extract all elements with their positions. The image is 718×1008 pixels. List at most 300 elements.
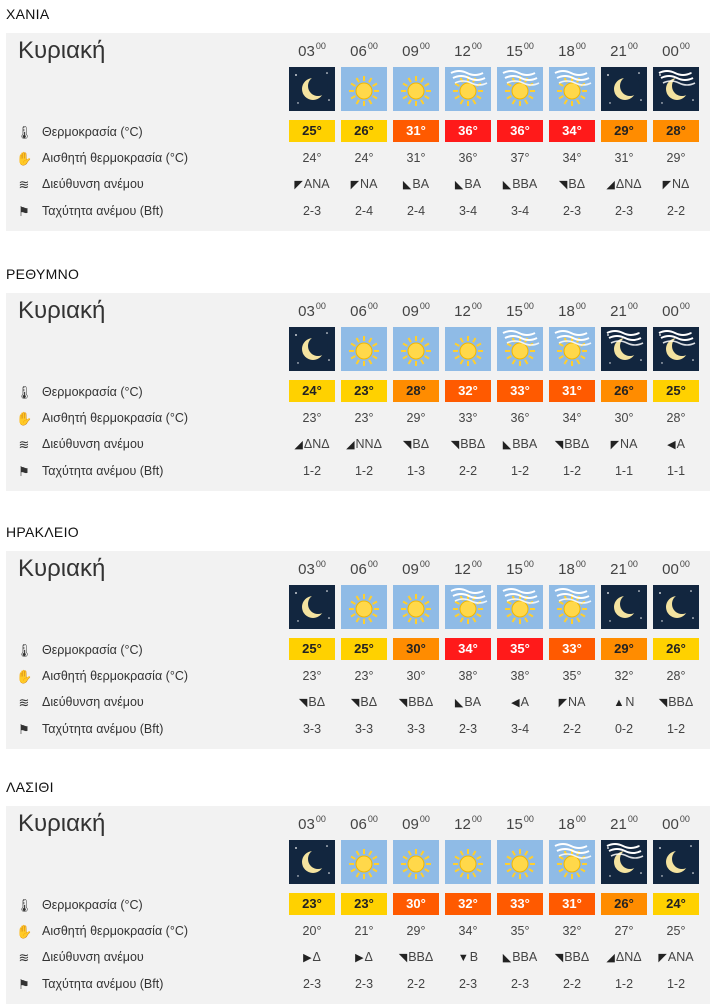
- wind-direction-text: ΒΒΔ: [408, 695, 434, 709]
- region-name: ΗΡΑΚΛΕΙΟ: [6, 524, 79, 540]
- flag-icon: ⚑: [18, 204, 30, 219]
- wind-direction-value: [647, 695, 705, 709]
- wind-arrow-icon: ◣: [502, 439, 512, 451]
- wind-direction-text: ΒΒΔ: [408, 950, 434, 964]
- wind-speed-value: 3-4: [510, 722, 530, 736]
- hour-label: [497, 814, 543, 833]
- hour-label: [601, 41, 647, 60]
- wind-direction-value: [387, 177, 445, 191]
- forecast-panel: [6, 293, 710, 491]
- temperature-value: 28°: [393, 380, 439, 402]
- feels-like-value: 32°: [614, 669, 634, 683]
- wind-direction-text: Β: [469, 950, 479, 964]
- wind-direction-value: [595, 177, 653, 191]
- wind-direction-text: ΔΝΔ: [303, 437, 330, 451]
- wind-direction-label: Διεύθυνση ανέμου: [42, 695, 144, 709]
- hour-value: 06: [350, 43, 367, 60]
- temperature-value: 26°: [341, 120, 387, 142]
- hand-icon: ✋: [16, 151, 33, 166]
- wind-arrow-icon: ◥: [398, 697, 408, 709]
- sunny-haze-icon: [549, 327, 595, 371]
- feels-like-value: 31°: [406, 151, 426, 165]
- feels-like-value: 29°: [406, 411, 426, 425]
- hour-value: 06: [350, 561, 367, 578]
- wind-direction-value: [335, 177, 393, 191]
- minute-value: 00: [471, 301, 482, 311]
- wind-direction-text: ΝΝΔ: [355, 437, 382, 451]
- wind-speed-value: 2-2: [562, 977, 582, 991]
- wind-direction-text: Ν: [625, 695, 635, 709]
- wind-direction-text: Δ: [364, 950, 373, 964]
- wind-direction-value: [387, 437, 445, 451]
- feels-like-value: 21°: [354, 924, 374, 938]
- wind-direction-text: Α: [676, 437, 685, 451]
- wind-direction-value: [335, 950, 393, 964]
- hand-icon: ✋: [16, 924, 33, 939]
- wind-arrow-icon: ◀: [511, 697, 520, 709]
- thermometer-icon: 🌡: [16, 898, 33, 913]
- hour-label: [601, 301, 647, 320]
- temperature-value: 29°: [601, 120, 647, 142]
- hour-label: [549, 559, 595, 578]
- feels-like-label: Αισθητή θερμοκρασία (°C): [42, 411, 189, 425]
- wind-direction-text: ΔΝΔ: [615, 950, 642, 964]
- wind-speed-value: 1-2: [510, 464, 530, 478]
- wind-direction-text: ΒΔ: [360, 695, 378, 709]
- wind-speed-value: 2-2: [562, 722, 582, 736]
- temperature-value: 35°: [497, 638, 543, 660]
- wind-direction-value: [439, 177, 497, 191]
- hour-label: [497, 301, 543, 320]
- hour-value: 18: [558, 561, 575, 578]
- wind-direction-value: [595, 950, 653, 964]
- hour-label: [393, 814, 439, 833]
- region-name: ΡΕΘΥΜΝΟ: [6, 266, 80, 282]
- temperature-value: 33°: [549, 638, 595, 660]
- hour-value: 03: [298, 43, 315, 60]
- wind-direction-text: ΒΒΔ: [564, 950, 590, 964]
- wind-direction-value: [387, 950, 445, 964]
- hour-label: [289, 301, 335, 320]
- wind-speed-label: Ταχύτητα ανέμου (Bft): [42, 722, 164, 736]
- temperature-label: Θερμοκρασία (°C): [42, 898, 143, 912]
- hour-label: [445, 301, 491, 320]
- day-name: Κυριακή: [18, 297, 106, 324]
- hour-value: 03: [298, 561, 315, 578]
- wind-speed-label: Ταχύτητα ανέμου (Bft): [42, 464, 164, 478]
- hour-label: [601, 814, 647, 833]
- wind-arrow-icon: ◥: [402, 439, 412, 451]
- wind-arrow-icon: ▼: [457, 952, 469, 964]
- feels-like-value: 34°: [562, 151, 582, 165]
- sunny-clear-icon: [393, 67, 439, 111]
- day-name: Κυριακή: [18, 37, 106, 64]
- wind-speed-value: 1-2: [562, 464, 582, 478]
- hour-value: 03: [298, 303, 315, 320]
- wind-speed-value: 1-2: [614, 977, 634, 991]
- night-clear-icon: [289, 840, 335, 884]
- wind-direction-text: ΒΔ: [308, 695, 326, 709]
- minute-value: 00: [575, 41, 586, 51]
- minute-value: 00: [315, 41, 326, 51]
- temperature-value: 31°: [393, 120, 439, 142]
- temperature-value: 25°: [653, 380, 699, 402]
- wind-arrow-icon: ◥: [554, 952, 564, 964]
- hour-label: [341, 41, 387, 60]
- hour-label: [341, 559, 387, 578]
- wind-direction-value: [439, 695, 497, 709]
- wind-speed-value: 3-4: [510, 204, 530, 218]
- feels-like-label: Αισθητή θερμοκρασία (°C): [42, 669, 189, 683]
- temperature-value: 23°: [289, 893, 335, 915]
- wind-speed-value: 3-3: [354, 722, 374, 736]
- flag-icon: ⚑: [18, 977, 30, 992]
- wind-speed-value: 2-2: [458, 464, 478, 478]
- hour-label: [341, 814, 387, 833]
- hour-value: 09: [402, 561, 419, 578]
- wind-arrow-icon: ◤: [610, 439, 620, 451]
- wind-direction-value: [491, 437, 549, 451]
- hour-label: [393, 41, 439, 60]
- minute-value: 00: [627, 814, 638, 824]
- temperature-value: 24°: [653, 893, 699, 915]
- wind-speed-value: 2-2: [666, 204, 686, 218]
- hand-icon: ✋: [16, 411, 33, 426]
- wind-direction-value: [387, 695, 445, 709]
- hour-value: 12: [454, 561, 471, 578]
- wind-direction-value: [543, 437, 601, 451]
- wind-arrow-icon: ◢: [606, 179, 615, 191]
- wind-sock-icon: ≋: [18, 177, 30, 192]
- hour-value: 18: [558, 303, 575, 320]
- feels-like-value: 29°: [406, 924, 426, 938]
- hour-label: [445, 41, 491, 60]
- wind-arrow-icon: ◥: [350, 697, 360, 709]
- wind-arrow-icon: ◤: [350, 179, 360, 191]
- temperature-value: 30°: [393, 893, 439, 915]
- night-clear-icon: [601, 67, 647, 111]
- wind-speed-value: 2-2: [406, 977, 426, 991]
- night-clear-icon: [601, 585, 647, 629]
- hour-value: 06: [350, 303, 367, 320]
- minute-value: 00: [367, 559, 378, 569]
- hour-label: [653, 301, 699, 320]
- wind-arrow-icon: ◤: [662, 179, 672, 191]
- wind-direction-value: [283, 950, 341, 964]
- hour-label: [549, 814, 595, 833]
- night-haze-icon: [653, 67, 699, 111]
- hour-value: 00: [662, 816, 679, 833]
- feels-like-value: 30°: [406, 669, 426, 683]
- temperature-value: 36°: [497, 120, 543, 142]
- flag-icon: ⚑: [18, 464, 30, 479]
- wind-direction-text: Α: [520, 695, 529, 709]
- wind-speed-value: 2-4: [406, 204, 426, 218]
- feels-like-value: 23°: [302, 411, 322, 425]
- sunny-haze-icon: [497, 585, 543, 629]
- wind-direction-label: Διεύθυνση ανέμου: [42, 437, 144, 451]
- wind-arrow-icon: ◣: [454, 697, 464, 709]
- wind-direction-text: ΒΑ: [464, 695, 482, 709]
- sunny-haze-icon: [445, 585, 491, 629]
- wind-direction-text: ΒΒΑ: [512, 950, 538, 964]
- hour-value: 18: [558, 816, 575, 833]
- hour-value: 06: [350, 816, 367, 833]
- wind-speed-value: 1-2: [666, 722, 686, 736]
- sunny-haze-icon: [549, 840, 595, 884]
- wind-arrow-icon: ◥: [298, 697, 308, 709]
- feels-like-label: Αισθητή θερμοκρασία (°C): [42, 924, 189, 938]
- minute-value: 00: [367, 814, 378, 824]
- feels-like-value: 38°: [458, 669, 478, 683]
- night-clear-icon: [289, 585, 335, 629]
- feels-like-value: 24°: [354, 151, 374, 165]
- hour-label: [601, 559, 647, 578]
- wind-speed-value: 2-3: [458, 977, 478, 991]
- wind-direction-value: [543, 177, 601, 191]
- feels-like-value: 24°: [302, 151, 322, 165]
- minute-value: 00: [471, 814, 482, 824]
- sunny-clear-icon: [393, 327, 439, 371]
- wind-arrow-icon: ◥: [558, 179, 568, 191]
- feels-like-value: 20°: [302, 924, 322, 938]
- sunny-clear-icon: [341, 585, 387, 629]
- temperature-label: Θερμοκρασία (°C): [42, 385, 143, 399]
- day-name: Κυριακή: [18, 555, 106, 582]
- feels-like-value: 30°: [614, 411, 634, 425]
- hour-value: 09: [402, 303, 419, 320]
- sunny-clear-icon: [445, 840, 491, 884]
- temperature-value: 26°: [601, 380, 647, 402]
- wind-direction-value: [283, 177, 341, 191]
- day-name: Κυριακή: [18, 810, 106, 837]
- minute-value: 00: [679, 301, 690, 311]
- wind-direction-value: [595, 695, 653, 709]
- temperature-value: 23°: [341, 380, 387, 402]
- sunny-haze-icon: [549, 67, 595, 111]
- hour-label: [289, 559, 335, 578]
- wind-speed-value: 2-3: [458, 722, 478, 736]
- wind-direction-text: ΒΒΔ: [460, 437, 486, 451]
- wind-speed-value: 2-3: [302, 977, 322, 991]
- sunny-haze-icon: [497, 327, 543, 371]
- wind-direction-text: ΒΒΑ: [512, 437, 538, 451]
- wind-arrow-icon: ◥: [658, 697, 668, 709]
- feels-like-value: 35°: [510, 924, 530, 938]
- feels-like-value: 36°: [458, 151, 478, 165]
- wind-direction-text: ΒΒΑ: [512, 177, 538, 191]
- hour-value: 21: [610, 561, 627, 578]
- minute-value: 00: [471, 41, 482, 51]
- night-haze-icon: [653, 327, 699, 371]
- wind-speed-value: 3-3: [406, 722, 426, 736]
- sunny-haze-icon: [497, 67, 543, 111]
- sunny-clear-icon: [341, 840, 387, 884]
- wind-direction-value: [491, 695, 549, 709]
- hour-label: [393, 301, 439, 320]
- minute-value: 00: [523, 301, 534, 311]
- wind-speed-value: 1-2: [666, 977, 686, 991]
- wind-arrow-icon: ◥: [554, 439, 564, 451]
- wind-arrow-icon: ◥: [450, 439, 460, 451]
- temperature-value: 24°: [289, 380, 335, 402]
- feels-like-value: 36°: [510, 411, 530, 425]
- wind-speed-value: 1-1: [666, 464, 686, 478]
- minute-value: 00: [575, 301, 586, 311]
- sunny-clear-icon: [497, 840, 543, 884]
- wind-arrow-icon: ◣: [402, 179, 412, 191]
- hour-value: 15: [506, 561, 523, 578]
- feels-like-value: 28°: [666, 411, 686, 425]
- wind-direction-value: [647, 177, 705, 191]
- wind-speed-value: 2-3: [354, 977, 374, 991]
- feels-like-label: Αισθητή θερμοκρασία (°C): [42, 151, 189, 165]
- temperature-value: 33°: [497, 380, 543, 402]
- feels-like-value: 37°: [510, 151, 530, 165]
- night-haze-icon: [601, 327, 647, 371]
- temperature-value: 34°: [549, 120, 595, 142]
- temperature-value: 29°: [601, 638, 647, 660]
- minute-value: 00: [575, 814, 586, 824]
- wind-arrow-icon: ◣: [502, 952, 512, 964]
- feels-like-value: 32°: [562, 924, 582, 938]
- hour-value: 15: [506, 816, 523, 833]
- wind-direction-text: ΔΝΔ: [615, 177, 642, 191]
- wind-direction-value: [543, 950, 601, 964]
- hour-value: 15: [506, 43, 523, 60]
- temperature-value: 31°: [549, 380, 595, 402]
- temperature-value: 32°: [445, 893, 491, 915]
- wind-sock-icon: ≋: [18, 950, 30, 965]
- feels-like-value: 23°: [354, 411, 374, 425]
- wind-direction-text: ΒΔ: [412, 437, 430, 451]
- wind-speed-value: 2-3: [614, 204, 634, 218]
- temperature-label: Θερμοκρασία (°C): [42, 643, 143, 657]
- wind-direction-text: Δ: [312, 950, 321, 964]
- wind-arrow-icon: ◥: [398, 952, 408, 964]
- feels-like-value: 23°: [302, 669, 322, 683]
- minute-value: 00: [315, 559, 326, 569]
- minute-value: 00: [367, 301, 378, 311]
- forecast-panel: [6, 551, 710, 749]
- hour-label: [497, 559, 543, 578]
- wind-sock-icon: ≋: [18, 695, 30, 710]
- feels-like-value: 34°: [458, 924, 478, 938]
- feels-like-value: 31°: [614, 151, 634, 165]
- feels-like-value: 33°: [458, 411, 478, 425]
- minute-value: 00: [419, 41, 430, 51]
- minute-value: 00: [419, 559, 430, 569]
- wind-direction-text: ΝΔ: [672, 177, 690, 191]
- wind-speed-value: 1-1: [614, 464, 634, 478]
- wind-direction-value: [335, 437, 393, 451]
- feels-like-value: 25°: [666, 924, 686, 938]
- wind-speed-value: 2-4: [354, 204, 374, 218]
- hour-value: 09: [402, 816, 419, 833]
- minute-value: 00: [367, 41, 378, 51]
- wind-arrow-icon: ◤: [558, 697, 568, 709]
- minute-value: 00: [627, 301, 638, 311]
- wind-speed-value: 2-3: [562, 204, 582, 218]
- feels-like-value: 35°: [562, 669, 582, 683]
- hour-label: [445, 814, 491, 833]
- hour-label: [289, 41, 335, 60]
- temperature-value: 28°: [653, 120, 699, 142]
- wind-direction-label: Διεύθυνση ανέμου: [42, 950, 144, 964]
- hour-value: 12: [454, 43, 471, 60]
- minute-value: 00: [679, 814, 690, 824]
- hour-value: 21: [610, 43, 627, 60]
- night-clear-icon: [289, 67, 335, 111]
- thermometer-icon: 🌡: [16, 385, 33, 400]
- feels-like-value: 27°: [614, 924, 634, 938]
- wind-direction-text: ΒΒΔ: [668, 695, 694, 709]
- minute-value: 00: [627, 559, 638, 569]
- sunny-clear-icon: [341, 327, 387, 371]
- wind-speed-value: 2-3: [302, 204, 322, 218]
- hour-value: 21: [610, 816, 627, 833]
- feels-like-value: 34°: [562, 411, 582, 425]
- wind-arrow-icon: ◢: [294, 439, 303, 451]
- hour-value: 00: [662, 303, 679, 320]
- feels-like-value: 38°: [510, 669, 530, 683]
- region-name: ΧΑΝΙΑ: [6, 6, 50, 22]
- minute-value: 00: [523, 41, 534, 51]
- sunny-clear-icon: [393, 585, 439, 629]
- wind-arrow-icon: ◣: [454, 179, 464, 191]
- hour-label: [497, 41, 543, 60]
- night-clear-icon: [653, 585, 699, 629]
- minute-value: 00: [627, 41, 638, 51]
- temperature-value: 30°: [393, 638, 439, 660]
- wind-arrow-icon: ▶: [355, 952, 364, 964]
- hour-label: [549, 301, 595, 320]
- wind-arrow-icon: ◀: [667, 439, 676, 451]
- hour-label: [653, 814, 699, 833]
- sunny-clear-icon: [445, 327, 491, 371]
- night-clear-icon: [289, 327, 335, 371]
- thermometer-icon: 🌡: [16, 643, 33, 658]
- temperature-value: 31°: [549, 893, 595, 915]
- wind-sock-icon: ≋: [18, 437, 30, 452]
- wind-speed-value: 3-3: [302, 722, 322, 736]
- minute-value: 00: [419, 301, 430, 311]
- temperature-value: 36°: [445, 120, 491, 142]
- temperature-value: 23°: [341, 893, 387, 915]
- wind-direction-text: ΝΑ: [568, 695, 586, 709]
- temperature-value: 26°: [601, 893, 647, 915]
- thermometer-icon: 🌡: [16, 125, 33, 140]
- hour-value: 21: [610, 303, 627, 320]
- hour-label: [289, 814, 335, 833]
- wind-speed-value: 2-3: [510, 977, 530, 991]
- wind-direction-value: [439, 437, 497, 451]
- wind-direction-text: ΒΑ: [464, 177, 482, 191]
- temperature-value: 25°: [289, 120, 335, 142]
- wind-speed-value: 3-4: [458, 204, 478, 218]
- wind-arrow-icon: ◤: [658, 952, 667, 964]
- hour-label: [653, 559, 699, 578]
- wind-arrow-icon: ◣: [502, 179, 512, 191]
- wind-speed-value: 0-2: [614, 722, 634, 736]
- temperature-label: Θερμοκρασία (°C): [42, 125, 143, 139]
- temperature-value: 34°: [445, 638, 491, 660]
- hour-value: 09: [402, 43, 419, 60]
- minute-value: 00: [315, 301, 326, 311]
- hour-value: 00: [662, 43, 679, 60]
- sunny-haze-icon: [549, 585, 595, 629]
- region-name: ΛΑΣΙΘΙ: [6, 779, 54, 795]
